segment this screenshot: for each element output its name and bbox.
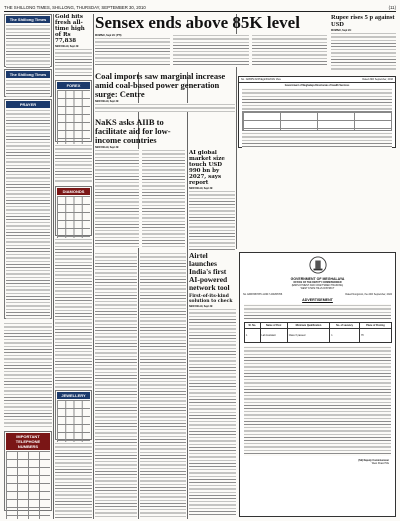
- global-headline: AI global market size touch USD 990 bn by 2027, says report: [189, 150, 225, 186]
- td-place: ITI: [359, 329, 391, 343]
- td-vac: 1: [330, 329, 360, 343]
- rupee-story: [331, 14, 396, 74]
- diamonds-box: [55, 186, 92, 236]
- mid-lower-text-2: [140, 252, 186, 517]
- coal-headline: Coal imports saw marginal increase amid coal-based power generation surge: Centre: [95, 72, 226, 99]
- govt-advertisement: [239, 252, 396, 517]
- vacancy-table: [244, 322, 392, 343]
- phone-box-title: IMPORTANT TELEPHONE NUMBERS: [6, 433, 50, 450]
- jewellery-box: [55, 390, 92, 440]
- global-story: [189, 150, 235, 250]
- rupee-dateline: MUMBAI, Sept 29:: [331, 29, 352, 32]
- airtel-dateline: NEW DELHI, Sept 29:: [189, 305, 214, 308]
- notice-number: No.: ADBPS.62/Pt/Egd/33/2016/ 16ce: [241, 78, 282, 81]
- airtel-kicker: First-of-its-kind solution to check: [189, 294, 233, 304]
- sensex-story: [95, 14, 327, 70]
- page-number: (11): [388, 4, 396, 10]
- th-qual: Minimum Qualification: [287, 323, 330, 329]
- naks-story: [95, 118, 185, 248]
- prayer-title: PRAYER: [6, 101, 50, 108]
- left-info-box: [4, 14, 52, 67]
- th-vac: No. of vacancy: [330, 323, 360, 329]
- naks-headline: NaKS asks AIIB to facilitate aid for low-income countries: [95, 118, 171, 145]
- ad-signature-2: West Khasi Hills: [371, 462, 389, 465]
- th-sl: Sl. No.: [245, 323, 261, 329]
- ad-notice-date: Dated Nongstoin, the 24th September, 2024: [345, 293, 392, 296]
- airtel-headline: Airtel launches India's first AI-powered network tool: [189, 252, 230, 292]
- ad-org: GOVERNMENT OF MEGHALAYA: [290, 277, 345, 281]
- gold-dateline: NEW DELHI, Sept 29:: [55, 45, 80, 48]
- forex-title: FOREX: [57, 82, 90, 89]
- notice-date: Dated 29th September, 2016: [362, 78, 393, 81]
- td-post: Lab Assistant: [260, 329, 287, 343]
- coal-dateline: NEW DELHI, Sept 29:: [95, 100, 120, 103]
- page-header: [4, 3, 396, 12]
- ad-heading: ADVERTISEMENT: [302, 298, 333, 302]
- gold-column: [55, 14, 92, 519]
- naks-dateline: NEW DELHI, Sept 29:: [95, 146, 120, 149]
- diamonds-title: DIAMONDS: [57, 188, 90, 195]
- notice-org: Government of Meghalaya Directorate of Health Services: [284, 84, 350, 87]
- th-post: Name of Post: [260, 323, 287, 329]
- health-notice: [238, 76, 396, 148]
- left-column: [4, 14, 52, 519]
- th-place: Place of Posting: [359, 323, 391, 329]
- header-dateline: THE SHILLONG TIMES, SHILLONG, THURSDAY, SEPTEMBER 30, 2010: [4, 4, 146, 10]
- mid-lower-text: [95, 252, 137, 517]
- prayer-box: [4, 99, 52, 319]
- left-box2-title: The Shillong Times: [6, 71, 50, 78]
- global-dateline: NEW DELHI, Sept 29:: [189, 187, 214, 190]
- rupee-headline: Rupee rises 5 p against USD: [331, 14, 395, 28]
- td-qual: Class X passed: [287, 329, 330, 343]
- sensex-dateline: MUMBAI, Sept 29: (PTI): [95, 34, 122, 37]
- emblem-icon: [309, 256, 327, 274]
- left-info-box-2: [4, 69, 52, 97]
- airtel-story: [189, 252, 236, 517]
- ad-signature: (Sd) Deputy Commissioner: [358, 459, 389, 462]
- ad-notice-no: No. EMP/WKH/Pt-1/2017-2018/Pt/56: [243, 293, 283, 296]
- td-sl: 1: [245, 329, 261, 343]
- coal-story: [95, 72, 235, 112]
- ad-place: WEST KHASI HILLS DISTRICT: [300, 287, 335, 290]
- ad-title: OFFICE OF THE DEPUTY COMMISSIONER: [293, 281, 342, 284]
- left-article: [4, 322, 52, 427]
- jewellery-title: JEWELLERY: [57, 392, 90, 399]
- phone-numbers-box: [4, 431, 52, 511]
- sensex-headline: Sensex ends above 85K level: [95, 14, 300, 32]
- ad-subject: (EMPLOYMENT AND CRAFTSMEN TRAINING): [291, 284, 344, 287]
- forex-box: [55, 80, 92, 142]
- gold-headline: Gold hits fresh all-time high of Rs 77,838: [55, 14, 85, 44]
- left-box-title: The Shillong Times: [6, 16, 50, 23]
